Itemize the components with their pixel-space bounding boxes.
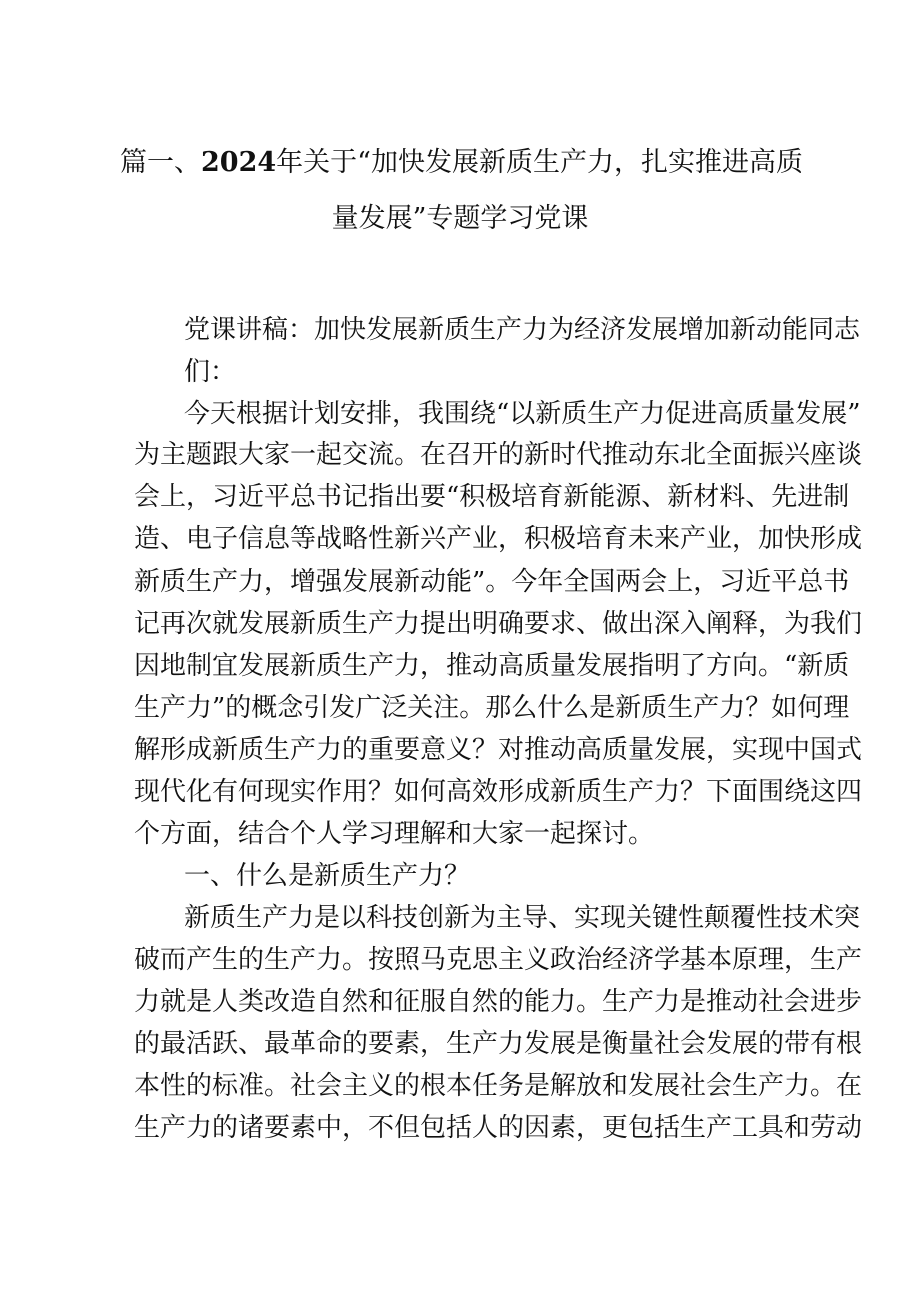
paragraph-line: 造、电子信息等战略性新兴产业，积极培育未来产业，加快形成 xyxy=(134,524,863,554)
paragraph-line: 本性的标准。社会主义的根本任务是解放和发展社会生产力。在 xyxy=(134,1071,863,1101)
paragraph-line: 会上，习近平总书记指出要“积极培育新能源、新材料、先进制 xyxy=(134,482,850,512)
paragraph-line: 们： xyxy=(184,357,237,387)
paragraph-line: 今天根据计划安排，我围绕“以新质生产力促进高质量发展” xyxy=(184,399,861,429)
title-prefix: 篇一、 xyxy=(120,147,201,178)
paragraph-line: 的最活跃、最革命的要素，生产力发展是衡量社会发展的带有根 xyxy=(134,1029,863,1059)
paragraph-line: 新质生产力，增强发展新动能”。今年全国两会上，习近平总书 xyxy=(134,567,850,597)
paragraph-line: 记再次就发展新质生产力提出明确要求、做出深入阐释，为我们 xyxy=(134,609,863,639)
paragraph-line: 新质生产力是以科技创新为主导、实现关键性颠覆性技术突 xyxy=(184,903,861,933)
document-title-line-2: 量发展”专题学习党课 xyxy=(331,203,589,234)
paragraph-line: 现代化有何现实作用？如何高效形成新质生产力？下面围绕这四 xyxy=(134,777,863,807)
paragraph-line: 因地制宜发展新质生产力，推动高质量发展指明了方向。“新质 xyxy=(134,651,850,681)
paragraph-line: 生产力的诸要素中，不但包括人的因素，更包括生产工具和劳动 xyxy=(134,1113,863,1143)
paragraph-line: 个方面，结合个人学习理解和大家一起探讨。 xyxy=(134,819,655,849)
title-rest: 年关于“加快发展新质生产力，扎实推进高质 xyxy=(276,147,803,178)
paragraph-line: 破而产生的生产力。按照马克思主义政治经济学基本原理，生产 xyxy=(134,945,863,975)
paragraph-line: 党课讲稿：加快发展新质生产力为经济发展增加新动能同志 xyxy=(184,315,861,345)
paragraph-line: 为主题跟大家一起交流。在召开的新时代推动东北全面振兴座谈 xyxy=(134,440,863,470)
section-heading: 一、什么是新质生产力？ xyxy=(184,861,471,891)
paragraph-line: 力就是人类改造自然和征服自然的能力。生产力是推动社会进步 xyxy=(134,987,863,1017)
title-year: 2024 xyxy=(201,147,277,178)
document-title-line-1 xyxy=(120,146,803,180)
paragraph-line: 生产力”的概念引发广泛关注。那么什么是新质生产力？如何理 xyxy=(134,693,850,723)
paragraph-line: 解形成新质生产力的重要意义？对推动高质量发展，实现中国式 xyxy=(134,735,863,765)
